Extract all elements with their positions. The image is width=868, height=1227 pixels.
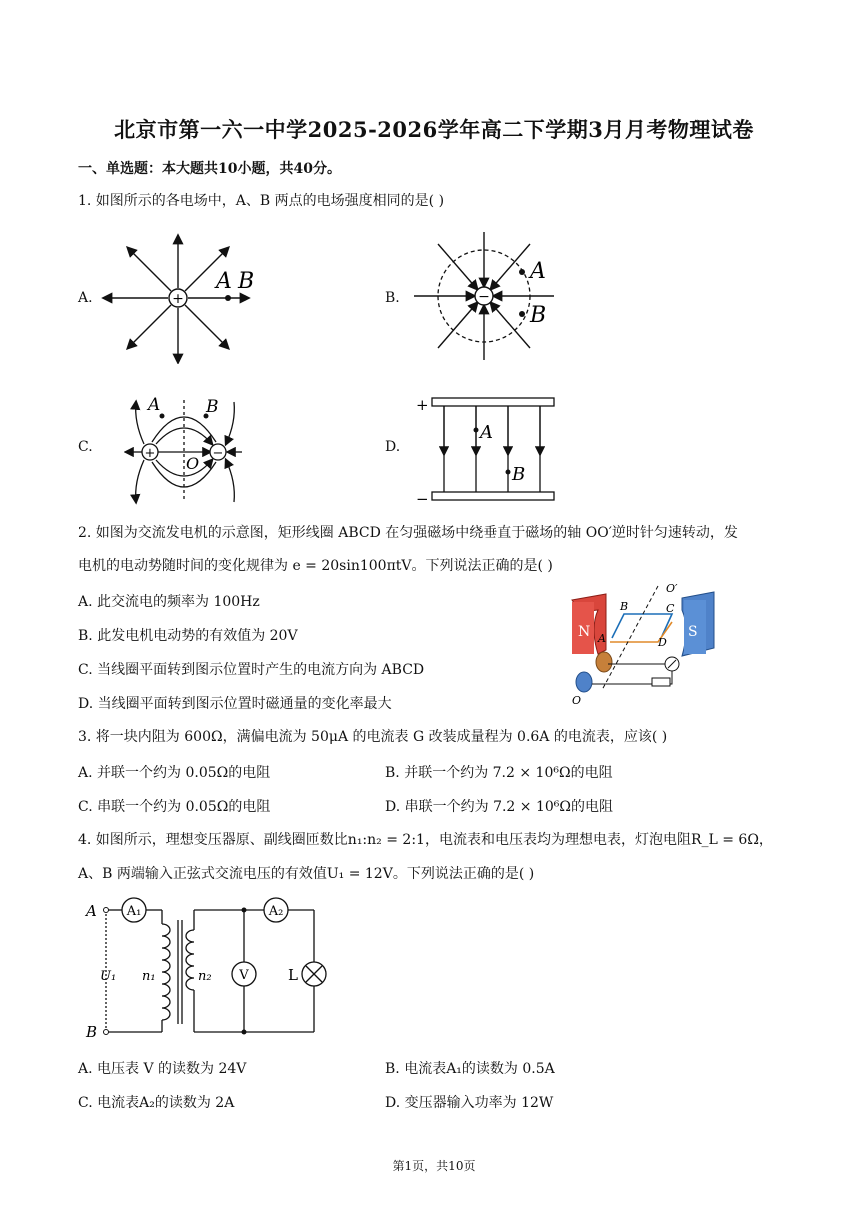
q1b-point-b-label: B [530, 303, 547, 328]
q4-voltmeter-label: V [239, 968, 249, 983]
q4-option-d: D. 变压器输入功率为 12W [385, 1095, 554, 1111]
q1c-point-b-label: B [206, 397, 219, 417]
q4-ammeter-a2-label: A₂ [268, 904, 284, 919]
q4-option-b: B. 电流表A₁的读数为 0.5A [385, 1061, 555, 1077]
q1d-point-b-label: B [512, 464, 526, 485]
q1c-minus-sign: − [212, 446, 224, 461]
q1a-point-b-label: B [238, 269, 255, 294]
q4-figure-transformer-circuit [82, 896, 332, 1044]
q4-n2-label: n₂ [198, 969, 212, 984]
q2-coil-a-label: A [598, 632, 606, 645]
q4-stem-line2: A、B 两端输入正弦式交流电压的有效值U₁ = 12V。下列说法正确的是( ) [78, 866, 535, 882]
q2-magnet-s-label: S [688, 624, 698, 640]
q2-coil-d-label: D [658, 636, 667, 649]
q4-option-a: A. 电压表 V 的读数为 24V [78, 1061, 247, 1077]
q1d-minus-plate-sign: − [416, 490, 429, 508]
q2-figure-ac-generator [562, 580, 720, 708]
q1-option-d-label: D. [385, 439, 401, 455]
q1b-minus-sign: − [478, 289, 490, 305]
q1-option-a-label: A. [78, 290, 93, 306]
q1-figure-a-positive-charge-field [98, 232, 268, 364]
q1-figure-d-parallel-plates [412, 392, 562, 508]
q2-stem-line2: 电机的电动势随时间的变化规律为 e = 20sin100πtV。下列说法正确的是( ) [78, 558, 553, 574]
page-title: 北京市第一六一中学2025-2026学年高二下学期3月月考物理试卷 [114, 117, 754, 142]
q1c-point-a-label: A [148, 395, 161, 415]
q1d-point-a-label: A [480, 422, 493, 443]
q2-option-a: A. 此交流电的频率为 100Hz [78, 594, 260, 610]
q1a-plus-sign: + [172, 291, 184, 307]
q2-option-d: D. 当线圈平面转到图示位置时磁通量的变化率最大 [78, 696, 392, 712]
q4-terminal-b-label: B [86, 1023, 98, 1041]
q1c-plus-sign: + [144, 446, 156, 461]
q2-magnet-n-label: N [578, 624, 591, 640]
q1-figure-b-negative-charge-field [410, 230, 560, 364]
q1b-point-a-label: A [530, 259, 546, 284]
q4-stem-line1: 4. 如图所示，理想变压器原、副线圈匝数比n₁:n₂ = 2:1，电流表和电压表均为理想电表，灯泡电阻R_L = 6Ω， [78, 832, 773, 848]
section-heading: 一、单选题：本大题共10小题，共40分。 [78, 161, 341, 177]
q2-option-c: C. 当线圈平面转到图示位置时产生的电流方向为 ABCD [78, 662, 425, 678]
q1a-point-a-label: A [216, 269, 232, 294]
q3-option-a: A. 并联一个约为 0.05Ω的电阻 [78, 765, 271, 781]
q3-stem: 3. 将一块内阻为 600Ω，满偏电流为 50μA 的电流表 G 改装成量程为 0.6A 的电流表，应该( ) [78, 729, 668, 745]
q2-coil-b-label: B [620, 600, 629, 613]
q1-option-b-label: B. [385, 290, 400, 306]
q1-stem: 1. 如图所示的各电场中，A、B 两点的电场强度相同的是( ) [78, 193, 445, 209]
q2-stem-line1: 2. 如图为交流发电机的示意图，矩形线圈 ABCD 在匀强磁场中绕垂直于磁场的轴 OO′逆时针匀速转动，发 [78, 525, 738, 541]
q1d-plus-plate-sign: + [416, 396, 429, 414]
q3-option-c: C. 串联一个约为 0.05Ω的电阻 [78, 799, 271, 815]
q2-coil-c-label: C [666, 602, 675, 615]
q2-axis-o-prime-label: O′ [666, 582, 678, 595]
q4-ammeter-a1-label: A₁ [126, 904, 142, 919]
q4-option-c: C. 电流表A₂的读数为 2A [78, 1095, 235, 1111]
q3-option-b: B. 并联一个约为 7.2 × 10⁶Ω的电阻 [385, 765, 613, 781]
q2-option-b: B. 此发电机电动势的有效值为 20V [78, 628, 298, 644]
q4-u1-label: U₁ [100, 969, 117, 984]
q1-figure-c-dipole-field [124, 392, 246, 508]
q4-lamp-l-label: L [288, 966, 298, 984]
q4-n1-label: n₁ [142, 969, 156, 984]
page-footer: 第1页，共10页 [392, 1159, 476, 1173]
q3-option-d: D. 串联一个约为 7.2 × 10⁶Ω的电阻 [385, 799, 614, 815]
q2-axis-o-label: O [572, 694, 582, 707]
q1c-point-o-label: O [186, 454, 200, 473]
q4-terminal-a-label: A [86, 902, 97, 920]
q1-option-c-label: C. [78, 439, 93, 455]
